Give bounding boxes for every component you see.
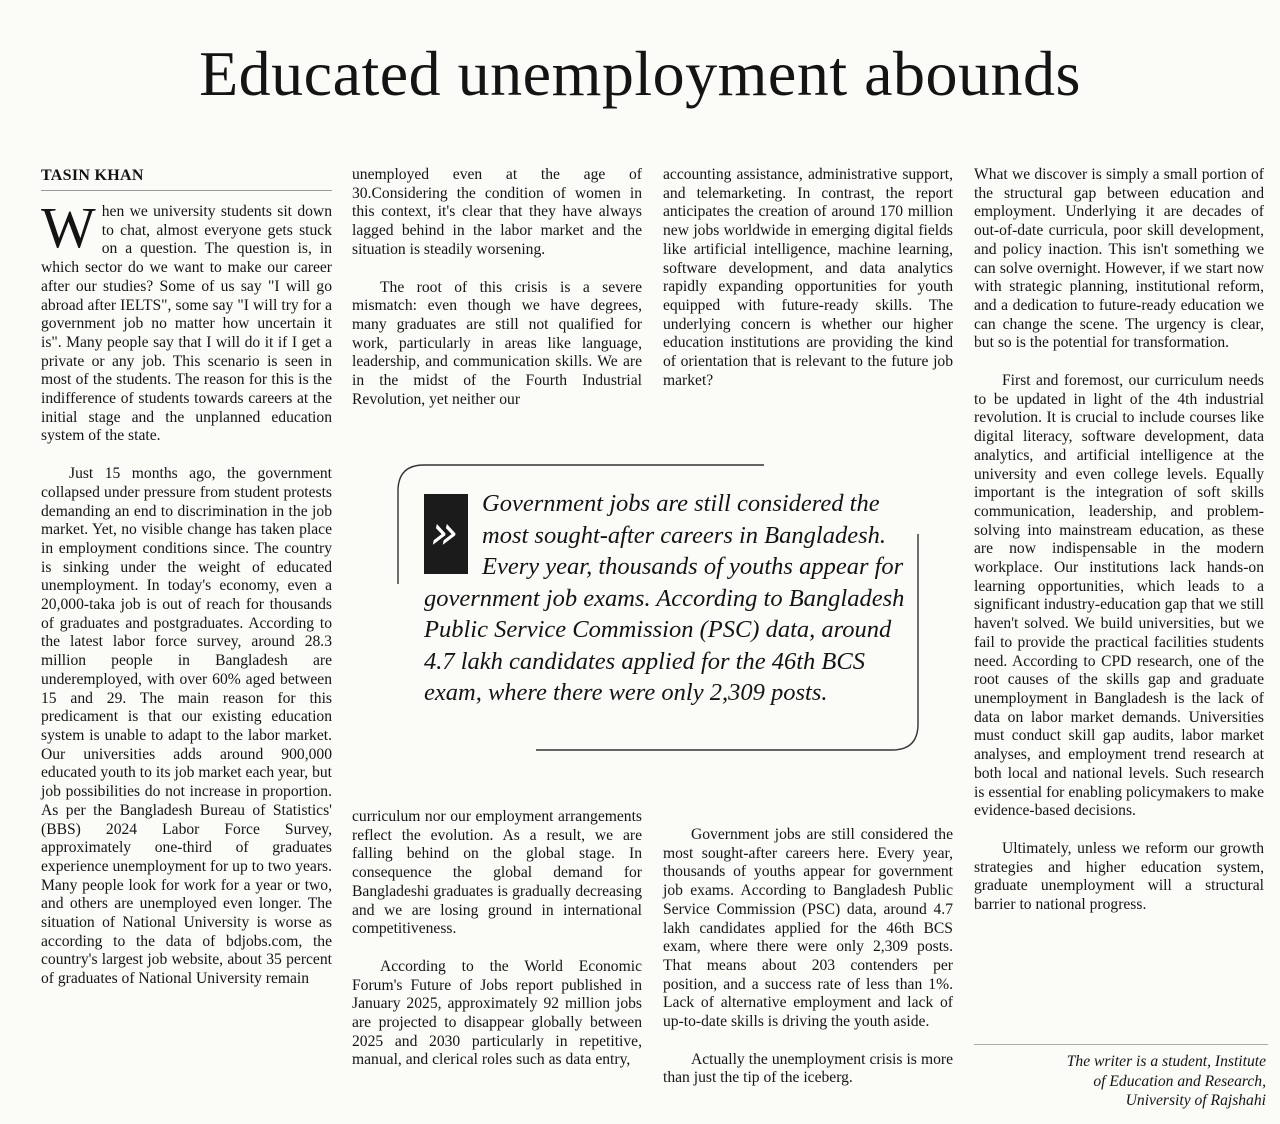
author-credit-line: The writer is a student, Institute (1066, 1053, 1266, 1070)
paragraph: First and foremost, our curriculum needs to be updated in light of the 4th industrial revolution. It is crucial to include courses like digital literacy, software development, data analytics, and artificial intelligence at the university and even college levels. Equally important is the integration of soft skills communication, leadership, and problem-solving into mainstream education, as these are now indispensable in the modern workplace. Our institutions lack hands-on learning opportunities, which leads to a significant industry-education gap that we still haven't solved. We build universities, but we fail to provide the practical facilities students need. According to CPD research, one of the root causes of the skills gap and graduate unemployment in Bangladesh is the lack of data on labor market demands. Universities must conduct skill gap audits, labor market analyses, and employment trend research at both local and national levels. Such research is essential for enabling policymakers to make evidence-based decisions. (974, 372, 1264, 820)
column-2-bottom (352, 808, 642, 1070)
column-3-top (663, 166, 953, 390)
credit-divider (974, 1044, 1268, 1045)
intro-paragraph-text: hen we university students sit down to chat, almost everyone gets stuck on a question. The question is, in which sector do we want to make our career after our studies? Some of us say "I will go abroad after IELTS", some say "I will try for a government job no matter how uncertain it is". Many people say that I will do it if I get a private or any job. This scenario is seen in most of the students. The reason for this is the indifference of students towards careers at the initial stage and the unplanned education system of the state. (41, 203, 332, 445)
byline: TASIN KHAN (41, 166, 332, 191)
double-chevron-quote-icon: » (424, 494, 468, 574)
pull-quote (396, 464, 920, 751)
author-credit-line: of Education and Research, (1093, 1072, 1266, 1090)
author-credit-line: University of Rajshahi (1125, 1092, 1266, 1109)
paragraph: The root of this crisis is a severe mismatch: even though we have degrees, many graduates are still not qualified for work, particularly in areas like language, leadership, and communication skills. We are in the midst of the Fourth Industrial Revolution, yet neither our (352, 278, 642, 408)
paragraph: accounting assistance, administrative support, and telemarketing. In contrast, the report anticipates the creation of around 170 million new jobs worldwide in emerging digital fields like artificial intelligence, machine learning, software development, and data analytics rapidly expanding opportunities for youth equipped with future-ready skills. The underlying concern is whether our higher education institutions are providing the kind of orientation that is relevant to the future job market? (663, 166, 953, 389)
paragraph: Ultimately, unless we reform our growth strategies and higher education system, graduate unemployment will a structural barrier to national progress. (974, 839, 1264, 914)
paragraph: Government jobs are still considered the most sought-after careers here. Every year, thousands of youths appear for government job exams. According to Bangladesh Public Service Commission (PSC) data, around 4.7 lakh candidates applied for the 46th BCS exam, where there were only 2,309 posts. That means about 203 contenders per position, and a success rate of less than 1%. Lack of alternative employment and lack of up-to-date skills is driving the youth aside. (663, 826, 953, 1031)
intro-paragraph (41, 195, 332, 446)
pull-quote-text: Government jobs are still considered the most sought-after careers in Bangladesh. Every year, thousands of youths appear for government job exams. According to Bangladesh Public Service Commission (PSC) data, around 4.7 lakh candidates applied for the 46th BCS exam, where there were only 2,309 posts. (424, 490, 905, 706)
column-2-top (352, 166, 642, 409)
column-3-bottom (663, 826, 953, 1088)
drop-cap: W (41, 195, 96, 260)
pull-quote-text-block (424, 488, 910, 709)
paragraph: Just 15 months ago, the government collapsed under pressure from student protests demanding an end to discrimination in the job market. Yet, no visible change has taken place in employment conditions since. The country is sinking under the weight of educated unemployment. In today's economy, even a 20,000-taka job is out of reach for thousands of graduates and postgraduates. According to the latest labor force survey, around 28.3 million people in Bangladesh are underemployed, with over 60% aged between 15 and 29. The main reason for this predicament is that our existing education system is unable to adapt to the labor market. Our universities adds around 900,000 educated youth to its job market each year, but job possibilities do not increase in proportion. As per the Bangladesh Bureau of Statistics' (BBS) 2024 Labor Force Survey, approximately one-third of graduates experience unemployment for up to two years. Many people look for work for a year or two, and others are unemployed even longer. The situation of National University is worse as according to the data of bdjobs.com, the country's largest job website, about 35 percent of graduates of National University remain (41, 465, 332, 988)
paragraph: curriculum nor our employment arrangements reflect the evolution. As a result, we are falling behind on the global stage. In consequence the global demand for Bangladeshi graduates is gradually decreasing and we are losing ground in international competitiveness. (352, 808, 642, 938)
headline: Educated unemployment abounds (199, 38, 1081, 109)
column-1 (41, 166, 332, 989)
column-4 (974, 166, 1264, 915)
paragraph: What we discover is simply a small portion of the structural gap between education and employment. Underlying it are decades of out-of-date curricula, poor skill development, and policy inaction. This isn't something we can solve overnight. However, if we start now with strategic planning, institutional reform, and a dedication to future-ready education we can change the scene. The urgency is clear, but so is the potential for transformation. (974, 166, 1264, 352)
paragraph: According to the World Economic Forum's Future of Jobs report published in January 2025, approximately 92 million jobs are projected to disappear globally between 2025 and 2030 particularly in repetitive, manual, and clerical roles such as data entry, (352, 957, 642, 1069)
author-credit (974, 1052, 1266, 1111)
paragraph: unemployed even at the age of 30.Considering the condition of women in this context, it's clear that they have always lagged behind in the labor market and the situation is steadily worsening. (352, 166, 642, 258)
paragraph: Actually the unemployment crisis is more than just the tip of the iceberg. (663, 1050, 953, 1087)
